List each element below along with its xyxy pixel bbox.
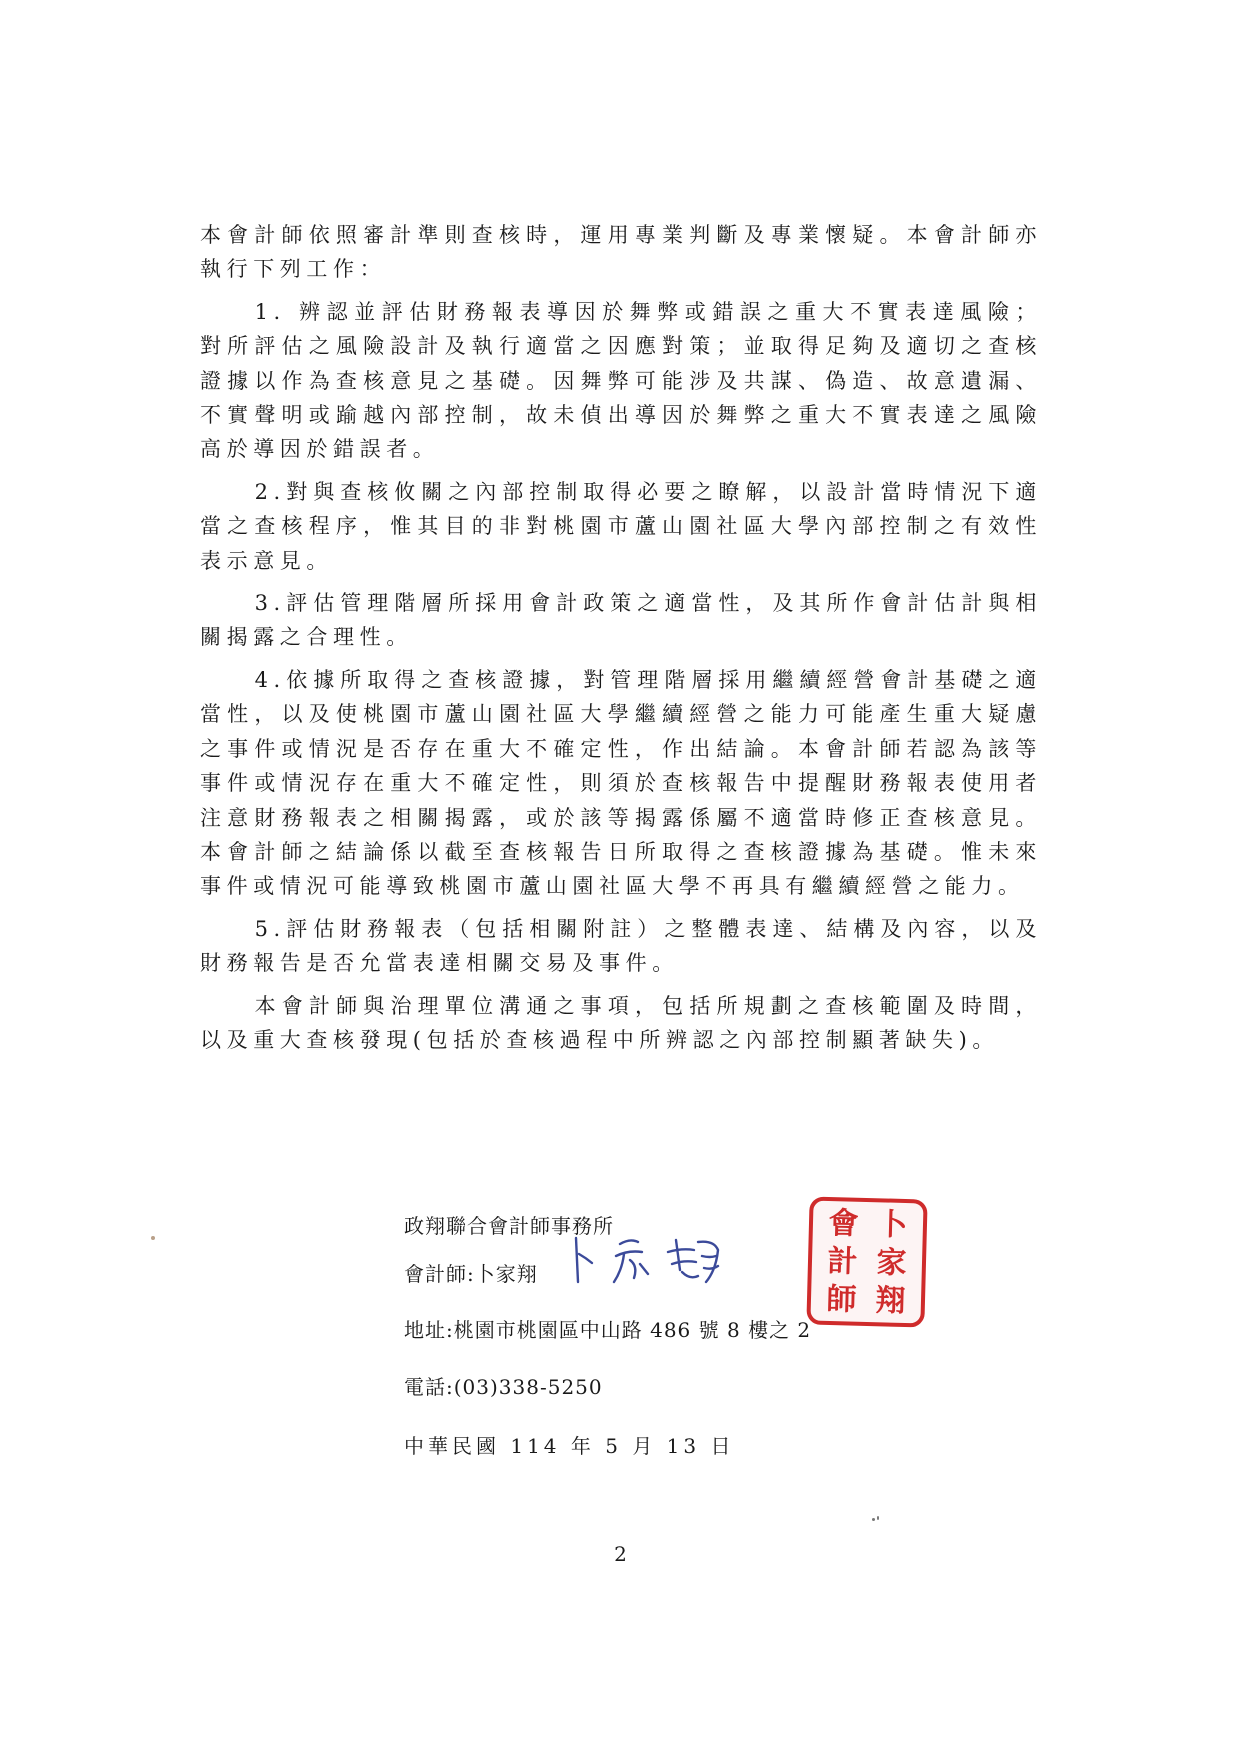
seal-char: 計 (827, 1243, 858, 1280)
item-2-paragraph: 2.對與查核攸關之內部控制取得必要之瞭解，以設計當時情況下適當之查核程序，惟其目的非對桃園市蘆山園社區大學內部控制之有效性表示意見。 (200, 479, 1042, 573)
seal-char: 會 (828, 1205, 859, 1242)
seal-char: 卜 (877, 1207, 908, 1244)
firm-name: 政翔聯合會計師事務所 (404, 1214, 614, 1238)
intro-paragraph: 本會計師依照審計準則查核時，運用專業判斷及專業懷疑。本會計師亦執行下列工作： (200, 223, 1042, 282)
report-body (200, 218, 1042, 1057)
seal-char: 家 (876, 1245, 907, 1282)
cpa-seal (806, 1196, 927, 1327)
scan-speck (151, 1236, 155, 1240)
item-5-paragraph: 5.評估財務報表（包括相關附註）之整體表達、結構及內容，以及財務報告是否允當表達相關交易及事件。 (200, 916, 1042, 976)
firm-phone: 電話:(03)338-5250 (404, 1375, 603, 1399)
seal-char: 師 (826, 1281, 857, 1318)
firm-address: 地址:桃園市桃園區中山路 486 號 8 樓之 2 (404, 1318, 812, 1342)
report-date: 中華民國 114 年 5 月 13 日 (404, 1434, 735, 1458)
handwritten-signature (568, 1230, 738, 1290)
item-3-paragraph: 3.評估管理階層所採用會計政策之適當性，及其所作會計估計與相關揭露之合理性。 (200, 591, 1042, 650)
item-1-paragraph: 1. 辨認並評估財務報表導因於舞弊或錯誤之重大不實表達風險；對所評估之風險設計及執行適當之因應對策；並取得足夠及適切之查核證據以作為查核意見之基礎。因舞弊可能涉及共謀、偽造、故意遺漏、不實聲明或踰越內部控制，故未偵出導因於舞弊之重大不實表達之風險高於導因於錯誤者。 (200, 299, 1042, 462)
closing-paragraph: 本會計師與治理單位溝通之事項，包括所規劃之查核範圍及時間，以及重大查核發現(包括於查核過程中所辨認之內部控制顯著缺失)。 (200, 993, 1042, 1052)
cpa-name: 會計師:卜家翔 (404, 1262, 538, 1286)
scan-speck (877, 1516, 879, 1520)
seal-char: 翔 (875, 1283, 906, 1320)
item-4-paragraph: 4.依據所取得之查核證據，對管理階層採用繼續經營會計基礎之適當性，以及使桃園市蘆山園社區大學繼續經營之能力可能產生重大疑慮之事件或情況是否存在重大不確定性，作出結論。本會計師若認為該等事件或情況存在重大不確定性，則須於查核報告中提醒財務報表使用者注意財務報表之相關揭露，或於該等揭露係屬不適當時修正查核意見。本會計師之結論係以截至查核報告日所取得之查核證據為基礎。惟未來事件或情況可能導致桃園市蘆山園社區大學不再具有繼續經營之能力。 (200, 667, 1042, 899)
scan-speck (872, 1518, 875, 1521)
page-number: 2 (614, 1542, 627, 1566)
